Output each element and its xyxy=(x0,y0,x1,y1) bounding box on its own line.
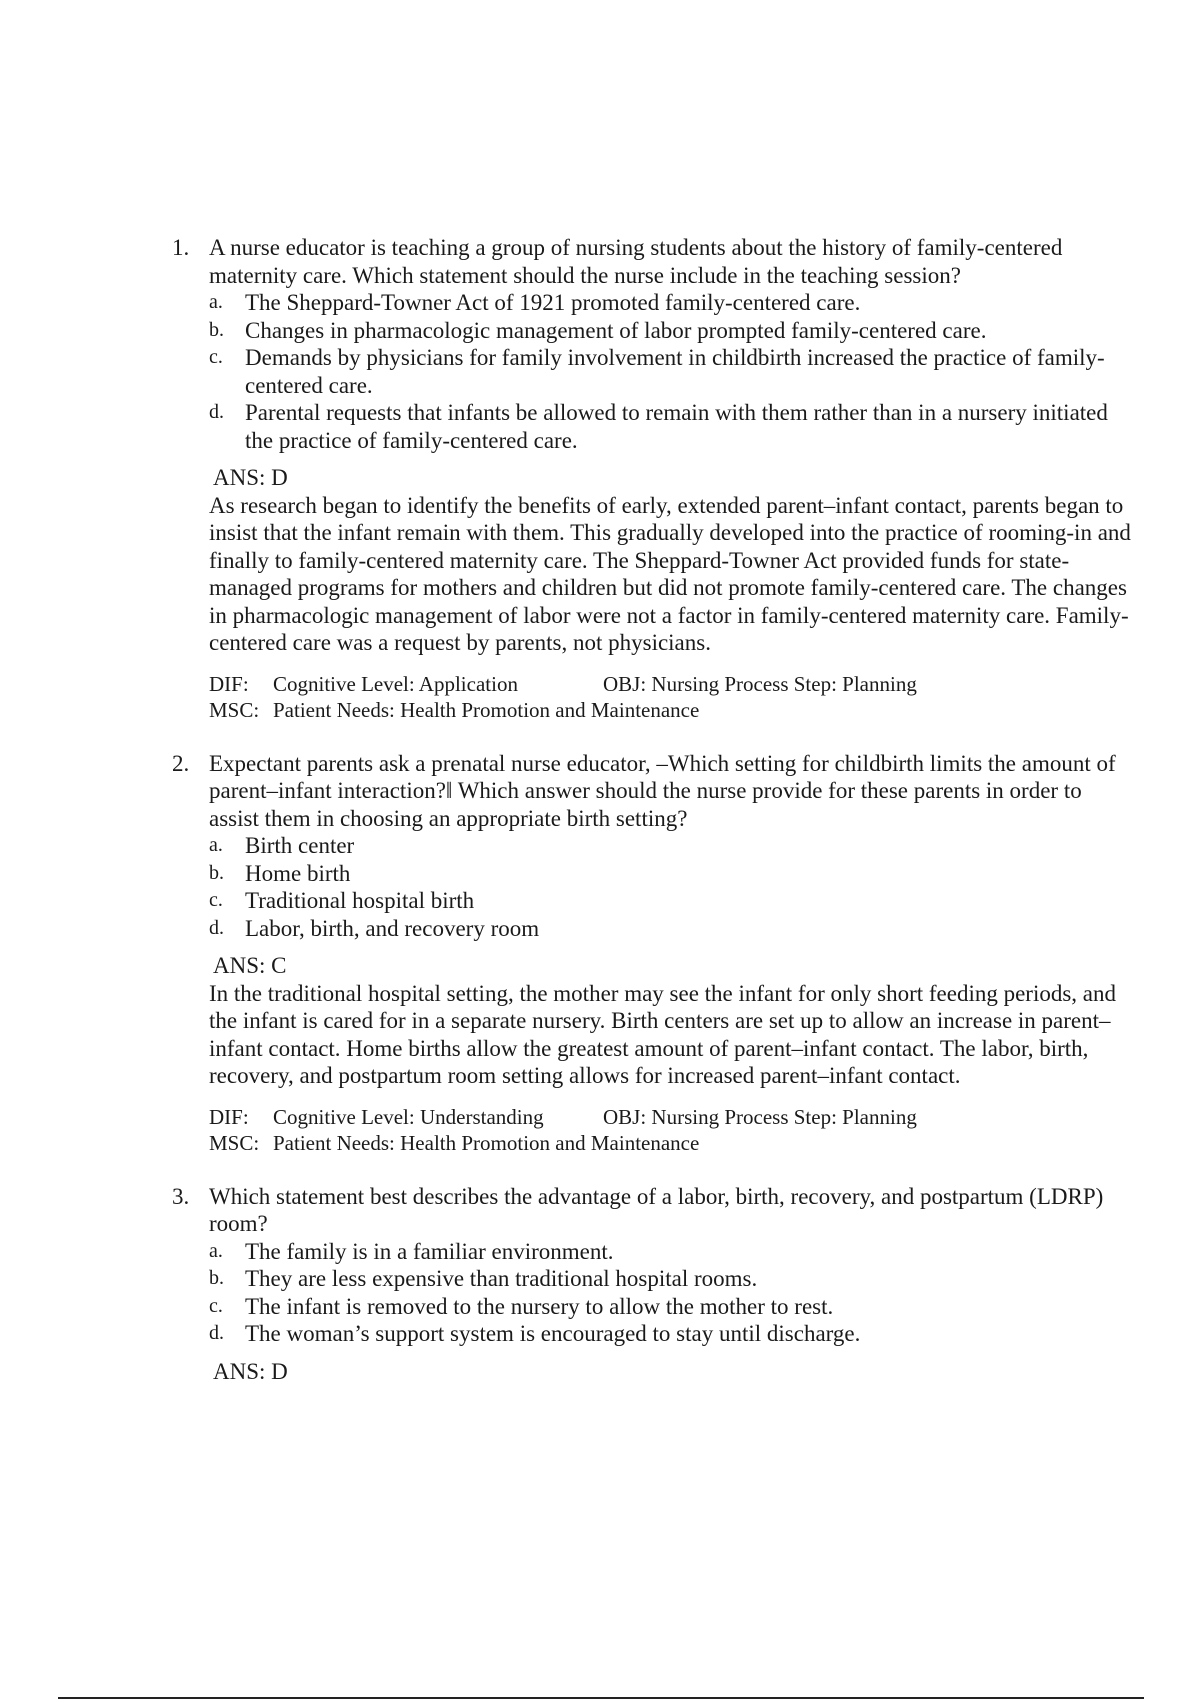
option-letter: d. xyxy=(209,916,224,939)
question-2 xyxy=(172,750,1132,1157)
question-3 xyxy=(172,1183,1132,1386)
option-text: The Sheppard-Towner Act of 1921 promoted family-centered care. xyxy=(245,290,861,315)
question-metadata xyxy=(209,671,1132,724)
question-number: 2. xyxy=(172,750,190,776)
dif-label: DIF: xyxy=(209,671,249,696)
footer-divider xyxy=(58,1697,1144,1699)
option-text: Changes in pharmacologic management of labor prompted family-centered care. xyxy=(245,317,987,343)
question-stem xyxy=(172,750,1132,833)
option-d xyxy=(209,1320,1132,1348)
option-letter: b. xyxy=(209,318,224,341)
answer-rationale: As research began to identify the benefits of early, extended parent–infant contact, parents began to insist that the infant remain with them. This gradually developed into the practice of rooming-in and finally to family-centered maternity care. The Sheppard-Towner Act provided funds for state-managed programs for mothers and children but did not promote family-centered care. The changes in pharmacologic management of labor were not a factor in family-centered maternity care. Family-centered care was a request by parents, not physicians. xyxy=(209,492,1131,655)
metadata-row-dif xyxy=(209,1104,1132,1131)
option-letter: b. xyxy=(209,861,224,884)
option-b xyxy=(209,317,1132,345)
metadata-row-msc xyxy=(209,1130,1132,1157)
option-text: Traditional hospital birth xyxy=(245,888,475,913)
option-c xyxy=(209,887,1132,915)
answer-options xyxy=(209,832,1132,942)
msc-value: Patient Needs: Health Promotion and Maintenance xyxy=(273,698,700,722)
option-letter: a. xyxy=(209,1239,223,1262)
option-d xyxy=(209,399,1132,454)
option-letter: c. xyxy=(209,889,223,911)
answer-section xyxy=(209,1358,1132,1386)
answer-options xyxy=(209,289,1132,454)
question-list xyxy=(172,234,1132,1385)
option-a xyxy=(209,1238,1132,1266)
answer-key: ANS: C xyxy=(213,953,287,978)
option-letter: c. xyxy=(209,346,223,368)
msc-label: MSC: xyxy=(209,698,260,722)
option-letter: d. xyxy=(209,401,224,423)
msc-value: Patient Needs: Health Promotion and Maintenance xyxy=(273,1131,700,1155)
answer-key: ANS: D xyxy=(213,465,288,490)
option-a xyxy=(209,289,1132,317)
option-letter: a. xyxy=(209,291,223,313)
option-text: The woman’s support system is encouraged to stay until discharge. xyxy=(245,1321,861,1346)
question-number: 3. xyxy=(172,1183,190,1209)
question-text: Which statement best describes the advantage of a labor, birth, recovery, and postpartum (LDRP) room? xyxy=(209,1183,1104,1236)
question-1 xyxy=(172,234,1132,724)
answer-section xyxy=(209,952,1132,1090)
obj-value: OBJ: Nursing Process Step: Planning xyxy=(603,671,917,696)
option-text: The infant is removed to the nursery to allow the mother to rest. xyxy=(245,1293,834,1319)
metadata-row-msc xyxy=(209,697,1132,724)
option-text: Birth center xyxy=(245,833,355,858)
option-b xyxy=(209,860,1132,888)
option-text: They are less expensive than traditional hospital rooms. xyxy=(245,1266,758,1291)
dif-value: Cognitive Level: Understanding xyxy=(273,1104,544,1129)
option-text: Home birth xyxy=(245,860,351,886)
option-text: The family is in a familiar environment. xyxy=(245,1238,614,1264)
option-letter: b. xyxy=(209,1267,224,1289)
dif-label: DIF: xyxy=(209,1104,249,1129)
option-c xyxy=(209,344,1132,399)
answer-section xyxy=(209,464,1132,657)
option-letter: a. xyxy=(209,834,223,856)
metadata-row-dif xyxy=(209,671,1132,698)
option-text: Labor, birth, and recovery room xyxy=(245,915,540,941)
question-text: Expectant parents ask a prenatal nurse educator, –Which setting for childbirth limits the amount of parent–infant interaction?‖ Which answer should the nurse provide for these parents in order to assist them in choosing an appropriate birth setting? xyxy=(209,750,1116,831)
question-stem xyxy=(172,1183,1132,1238)
msc-label: MSC: xyxy=(209,1131,260,1155)
option-text: Demands by physicians for family involvement in childbirth increased the practice of family-centered care. xyxy=(245,345,1105,398)
option-c xyxy=(209,1293,1132,1321)
question-stem xyxy=(172,234,1132,289)
dif-value: Cognitive Level: Application xyxy=(273,671,518,696)
option-a xyxy=(209,832,1132,860)
option-letter: c. xyxy=(209,1294,223,1317)
answer-options xyxy=(209,1238,1132,1348)
answer-rationale: In the traditional hospital setting, the mother may see the infant for only short feeding periods, and the infant is cared for in a separate nursery. Birth centers are set up to allow an increase in parent–infant contact. Home births allow the greatest amount of parent–infant contact. The labor, birth, recovery, and postpartum room setting allows for increased parent–infant contact. xyxy=(209,980,1116,1088)
obj-value: OBJ: Nursing Process Step: Planning xyxy=(603,1104,917,1129)
option-d xyxy=(209,915,1132,943)
question-metadata xyxy=(209,1104,1132,1157)
option-b xyxy=(209,1265,1132,1293)
option-letter: d. xyxy=(209,1322,224,1344)
answer-key: ANS: D xyxy=(213,1358,288,1384)
question-number: 1. xyxy=(172,235,190,260)
option-text: Parental requests that infants be allowed to remain with them rather than in a nursery initiated the practice of family-centered care. xyxy=(245,400,1108,453)
question-text: A nurse educator is teaching a group of nursing students about the history of family-centered maternity care. Which statement should the nurse include in the teaching session? xyxy=(209,235,1063,288)
